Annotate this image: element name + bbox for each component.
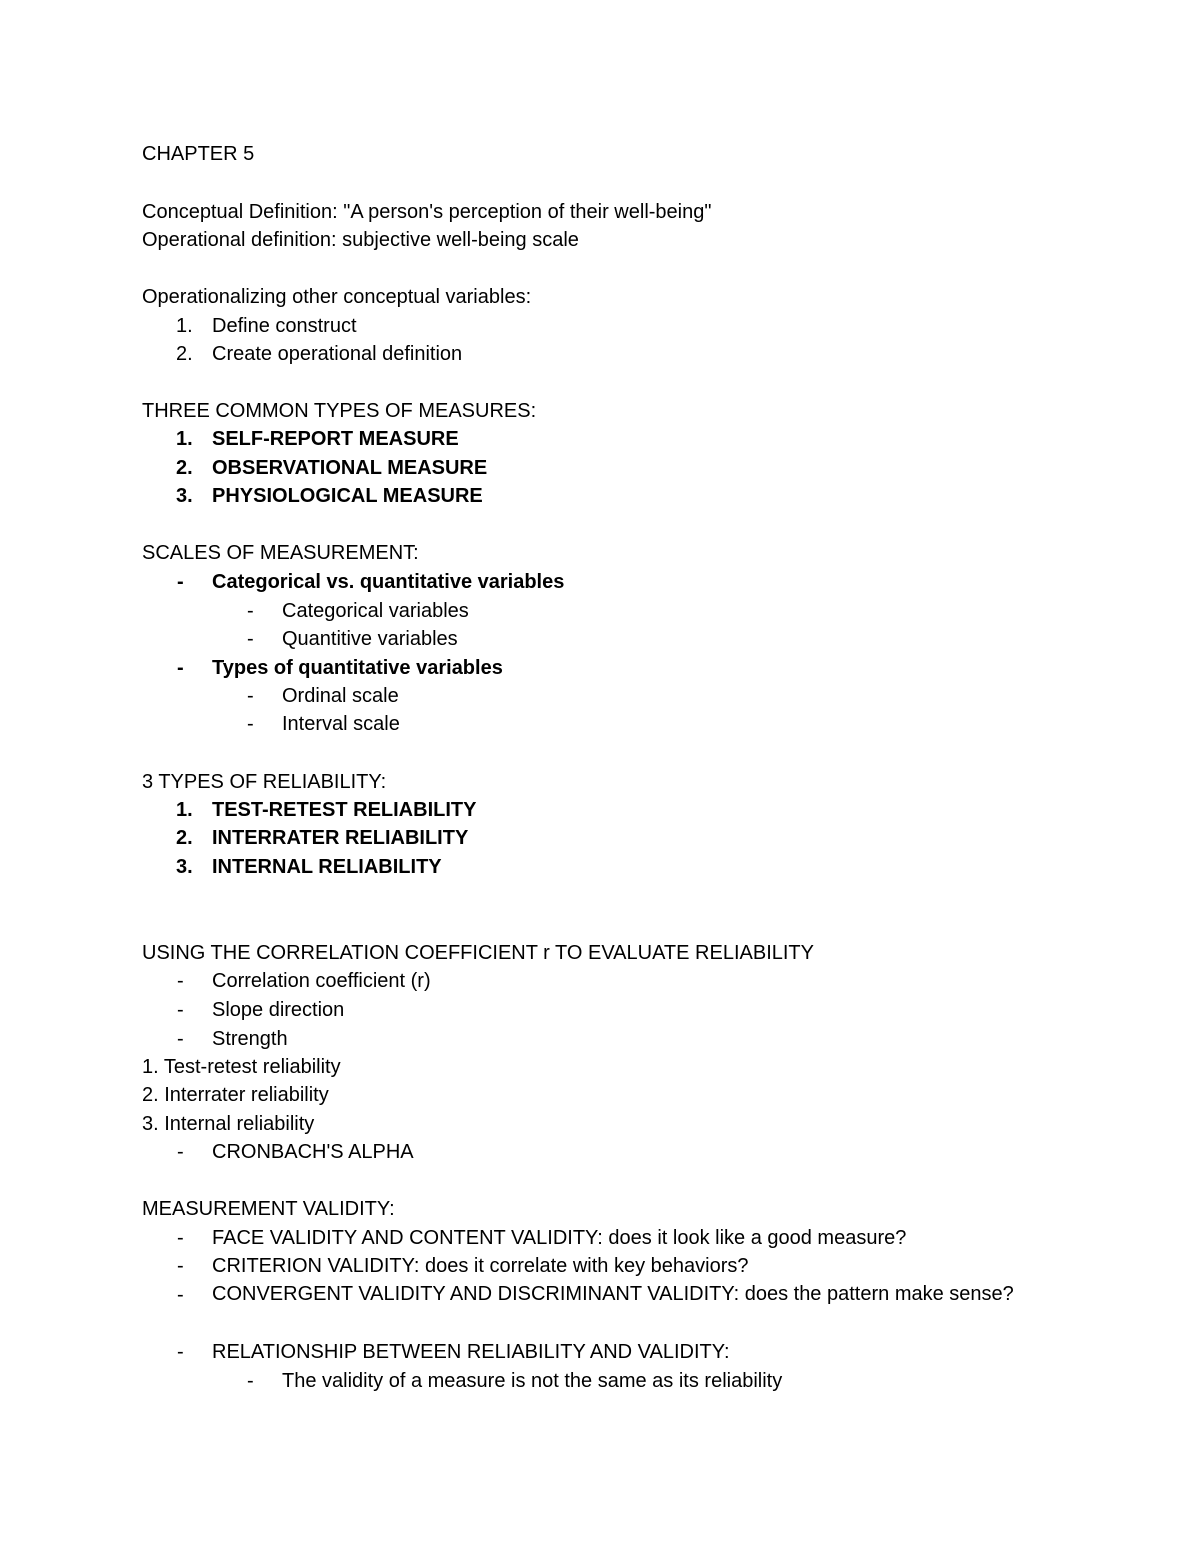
list-marker: - xyxy=(247,713,254,735)
list-marker: - xyxy=(177,1255,184,1277)
scales-heading: SCALES OF MEASUREMENT: xyxy=(142,542,419,564)
list-item: CRITERION VALIDITY: does it correlate with key behaviors? xyxy=(212,1255,749,1277)
reliability-heading: 3 TYPES OF RELIABILITY: xyxy=(142,771,387,793)
list-marker: - xyxy=(177,1227,184,1249)
numbered-line: 1. Test-retest reliability xyxy=(142,1056,341,1078)
list-marker: - xyxy=(177,657,184,679)
list-marker: - xyxy=(247,1370,254,1392)
list-item: Quantitive variables xyxy=(282,628,458,650)
operationalizing-heading: Operationalizing other conceptual variables: xyxy=(142,286,532,308)
list-marker: 1. xyxy=(176,315,193,337)
list-item: CONVERGENT VALIDITY AND DISCRIMINANT VALIDITY: does the pattern make sense? xyxy=(212,1283,1014,1305)
list-marker: 3. xyxy=(176,485,193,507)
list-item: Create operational definition xyxy=(212,343,463,365)
validity-heading: MEASUREMENT VALIDITY: xyxy=(142,1198,395,1220)
list-marker: 1. xyxy=(176,799,193,821)
list-marker: - xyxy=(177,1341,184,1363)
list-item: Types of quantitative variables xyxy=(212,657,503,679)
list-marker: 2. xyxy=(176,457,193,479)
list-marker: - xyxy=(247,600,254,622)
list-item: INTERNAL RELIABILITY xyxy=(212,856,442,878)
list-item: SELF-REPORT MEASURE xyxy=(212,428,459,450)
operational-definition: Operational definition: subjective well-being scale xyxy=(142,229,579,251)
list-item: PHYSIOLOGICAL MEASURE xyxy=(212,485,483,507)
list-marker: - xyxy=(177,571,184,593)
list-marker: 2. xyxy=(176,827,193,849)
list-marker: - xyxy=(177,1028,184,1050)
list-marker: - xyxy=(177,970,184,992)
list-item: Define construct xyxy=(212,315,357,337)
list-item: FACE VALIDITY AND CONTENT VALIDITY: does it look like a good measure? xyxy=(212,1227,907,1249)
list-marker: - xyxy=(177,1284,184,1306)
list-item: Ordinal scale xyxy=(282,685,399,707)
list-item: Slope direction xyxy=(212,999,345,1021)
list-item: The validity of a measure is not the same as its reliability xyxy=(282,1370,783,1392)
chapter-title: CHAPTER 5 xyxy=(142,143,255,165)
list-item: OBSERVATIONAL MEASURE xyxy=(212,457,488,479)
measures-heading: THREE COMMON TYPES OF MEASURES: xyxy=(142,400,537,422)
list-item: TEST-RETEST RELIABILITY xyxy=(212,799,477,821)
numbered-line: 2. Interrater reliability xyxy=(142,1084,329,1106)
list-marker: 3. xyxy=(176,856,193,878)
conceptual-definition: Conceptual Definition: "A person's perception of their well-being" xyxy=(142,201,712,223)
list-marker: - xyxy=(247,628,254,650)
list-item: Strength xyxy=(212,1028,288,1050)
list-marker: - xyxy=(177,999,184,1021)
correlation-heading: USING THE CORRELATION COEFFICIENT r TO EVALUATE RELIABILITY xyxy=(142,942,814,964)
list-item: Categorical variables xyxy=(282,600,469,622)
list-item: RELATIONSHIP BETWEEN RELIABILITY AND VALIDITY: xyxy=(212,1341,730,1363)
numbered-line: 3. Internal reliability xyxy=(142,1113,315,1135)
list-item: Interval scale xyxy=(282,713,400,735)
list-marker: 2. xyxy=(176,343,193,365)
list-marker: 1. xyxy=(176,428,193,450)
list-marker: - xyxy=(247,685,254,707)
list-marker: - xyxy=(177,1141,184,1163)
list-item: Categorical vs. quantitative variables xyxy=(212,571,565,593)
list-item: INTERRATER RELIABILITY xyxy=(212,827,469,849)
list-item: Correlation coefficient (r) xyxy=(212,970,431,992)
list-item: CRONBACH'S ALPHA xyxy=(212,1141,414,1163)
